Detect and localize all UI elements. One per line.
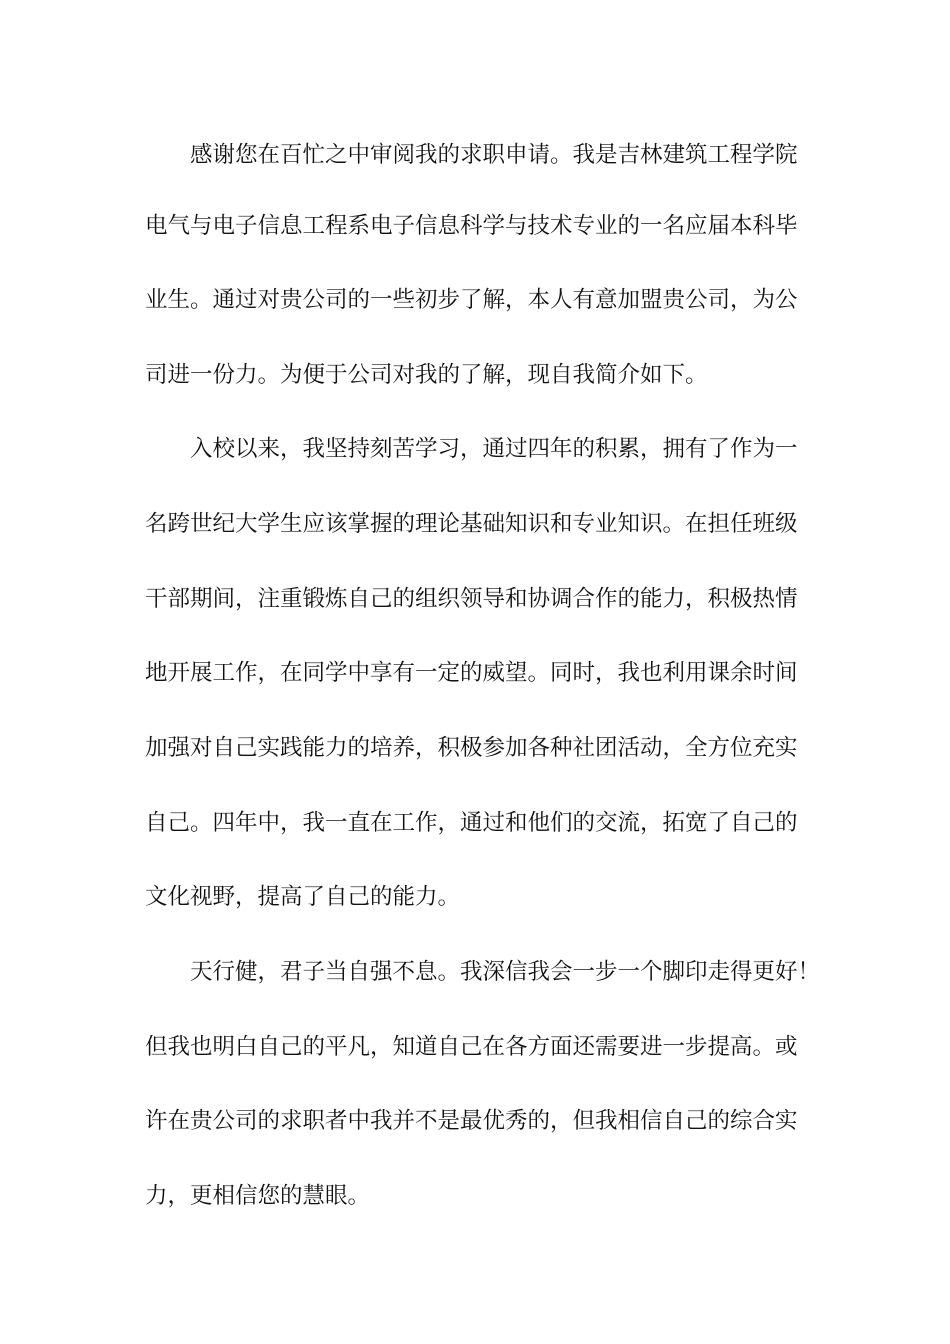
text-line: 许在贵公司的求职者中我并不是最优秀的，但我相信自己的综合实 <box>145 1108 798 1134</box>
text-line: 干部期间，注重锻炼自己的组织领导和协调合作的能力，积极热情 <box>145 586 798 612</box>
text-line: 感谢您在百忙之中审阅我的求职申请。我是吉林建筑工程学院 <box>190 142 798 168</box>
text-line: 加强对自己实践能力的培养，积极参加各种社团活动，全方位充实 <box>145 735 798 761</box>
text-line: 名跨世纪大学生应该掌握的理论基础知识和专业知识。在担任班级 <box>145 511 798 537</box>
text-line: 入校以来，我坚持刻苦学习，通过四年的积累，拥有了作为一 <box>190 436 798 462</box>
text-line: 司进一份力。为便于公司对我的了解，现自我简介如下。 <box>145 362 708 388</box>
text-line: 天行健，君子当自强不息。我深信我会一步一个脚印走得更好！ <box>190 959 821 985</box>
text-line: 电气与电子信息工程系电子信息科学与技术专业的一名应届本科毕 <box>145 213 798 239</box>
text-line: 业生。通过对贵公司的一些初步了解，本人有意加盟贵公司，为公 <box>145 287 798 313</box>
text-line: 力，更相信您的慧眼。 <box>145 1183 371 1209</box>
text-line: 地开展工作，在同学中享有一定的威望。同时，我也利用课余时间 <box>145 660 798 686</box>
text-line: 文化视野，提高了自己的能力。 <box>145 884 461 910</box>
text-line: 但我也明白自己的平凡，知道自己在各方面还需要进一步提高。或 <box>145 1034 798 1060</box>
text-line: 自己。四年中，我一直在工作，通过和他们的交流，拓宽了自己的 <box>145 810 798 836</box>
